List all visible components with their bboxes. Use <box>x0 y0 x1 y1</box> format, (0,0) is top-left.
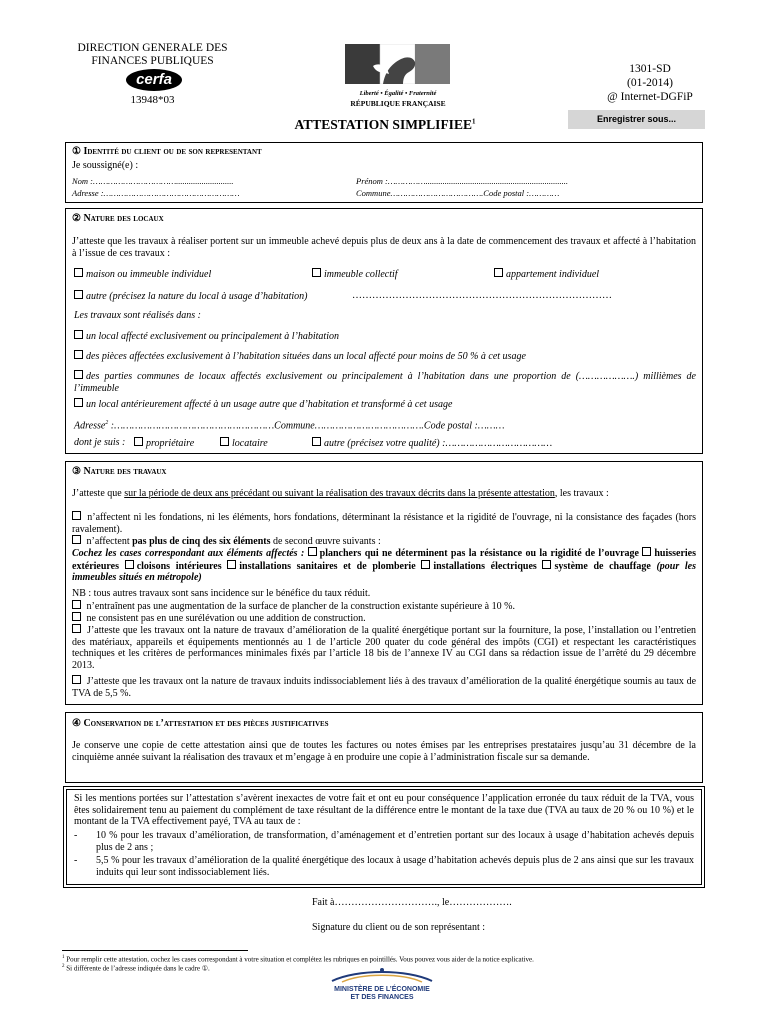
warning-bullet-10 <box>74 830 694 853</box>
marianne-flag-icon <box>343 44 453 84</box>
works-item-surelevation-label: ne consistent pas en une surélévation ou une addition de construction. <box>86 613 366 624</box>
checkbox[interactable] <box>312 268 321 277</box>
checkbox[interactable] <box>74 350 83 359</box>
checkbox[interactable] <box>227 560 236 569</box>
warning-bullet-5-5-text: 5,5 % pour les travaux d’amélioration de la qualité énergétique des locaux à usage d’habitation achevés depuis plus de 2 ans ainsi que sur les travaux induits qui leur sont indissociablement liés. <box>96 855 694 878</box>
section-conservation-heading: ④ Conservation de l’attestation et des pièces justificatives <box>72 718 329 729</box>
element-electriques: installations électriques <box>433 560 537 572</box>
six-elements-start: n’affectent <box>86 536 133 547</box>
agency-name <box>65 42 240 68</box>
republic-name: RÉPUBLIQUE FRANÇAISE <box>350 99 446 108</box>
adresse-field[interactable]: Adresse :……………………………………………… <box>72 188 240 198</box>
autre-local-field[interactable]: …………………………………………………………………… <box>352 290 612 301</box>
save-as-button[interactable]: Enregistrer sous... <box>568 110 705 129</box>
checkbox[interactable] <box>74 398 83 407</box>
section-premises-heading: ② Nature des locaux <box>72 213 164 224</box>
cochez-label: Cochez les cases correspondant aux éléments affectés : <box>72 548 305 559</box>
element-sanitaires: installations sanitaires et de plomberie <box>239 560 416 572</box>
option-local-anterieur-label: un local antérieurement affecté à un usage autre que d’habitation et transformé à cet usage <box>86 399 453 410</box>
checkbox[interactable] <box>72 600 81 609</box>
checkbox[interactable] <box>72 535 81 544</box>
option-parties-communes[interactable] <box>74 370 696 394</box>
element-cloisons: cloisons intérieures <box>136 560 222 572</box>
cerfa-logo: cerfa <box>126 69 182 91</box>
option-autre-local-label: autre (précisez la nature du local à usage d’habitation) <box>86 291 308 302</box>
option-autre-qualite[interactable] <box>312 437 552 450</box>
realises-label: Les travaux sont réalisés dans : <box>74 310 201 321</box>
signature-label: Signature du client ou de son représentant : <box>312 922 486 933</box>
works-item-surelevation[interactable] <box>72 612 696 625</box>
travaux-adresse-field[interactable] <box>74 418 505 432</box>
warning-text: Si les mentions portées sur l’attestation s’avèrent inexactes de votre fait et ont eu pour conséquence l’application erronée du taux réduit de la TVA, vous êtes solidairement tenu au paiement du complément de taxe résultant de la différence entre le montant de la taxe due (TVA au taux de 20 % ou 10 %) et le montant de la TVA effectivement payé, TVA au taux de : <box>74 793 694 827</box>
checkbox[interactable] <box>642 547 651 556</box>
option-autre-local[interactable] <box>74 290 307 303</box>
footnote-divider <box>62 950 248 951</box>
option-maison-label: maison ou immeuble individuel <box>86 269 212 280</box>
checkbox[interactable] <box>494 268 503 277</box>
option-local-habitation-label: un local affecté exclusivement ou principalement à l’habitation <box>86 331 339 342</box>
warning-bullet-10-text: 10 % pour les travaux d’amélioration, de transformation, d’aménagement et d’entretien portant sur des locaux à usage d’habitation achevés depuis plus de 2 ans ; <box>96 830 694 853</box>
element-chauffage-note: (pour les immeubles situés en métropole) <box>72 560 697 583</box>
ministry-logo <box>322 967 442 1002</box>
option-local-anterieur[interactable] <box>74 398 452 411</box>
works-item-induits[interactable] <box>72 675 696 699</box>
option-proprietaire-label: propriétaire <box>146 438 195 449</box>
form-code-number: 1301-SD <box>629 63 671 75</box>
form-code <box>580 62 720 104</box>
conservation-text: Je conserve une copie de cette attestation ainsi que de toutes les factures ou notes émises par les entreprises prestataires jusqu’au 31 décembre de la cinquième année suivant la réalisation des travaux et m’engage à en produire une copie à l’administration fiscale sur sa demande. <box>72 740 696 763</box>
checkbox[interactable] <box>72 612 81 621</box>
checkbox[interactable] <box>220 437 229 446</box>
checkbox[interactable] <box>125 560 134 569</box>
works-intro-end: , les travaux : <box>554 488 609 499</box>
checkbox[interactable] <box>308 547 317 556</box>
agency-line1: DIRECTION GENERALE DES <box>77 42 228 54</box>
fait-a-field[interactable]: Fait à…………………………., le………………. <box>312 897 512 908</box>
option-parties-communes-label: des parties communes de locaux affectés exclusivement ou principalement à l’habitation dans une proportion de (……………….) millièmes de l’immeuble <box>74 371 696 394</box>
marianne-logo <box>343 44 453 106</box>
nom-field[interactable]: Nom :……………………………........................... <box>72 176 234 186</box>
checkbox[interactable] <box>74 370 83 379</box>
element-chauffage: système de chauffage <box>554 560 651 572</box>
ministry-line2: ET DES FINANCES <box>350 994 414 1001</box>
works-intro <box>72 488 696 500</box>
elements-affected <box>72 547 696 584</box>
element-planchers: planchers qui ne déterminent pas la résistance ou la rigidité de l’ouvrage <box>319 548 639 559</box>
ministry-line1: MINISTÈRE DE L’ÉCONOMIE <box>334 986 430 993</box>
checkbox[interactable] <box>72 624 81 633</box>
works-item-energetique[interactable] <box>72 624 696 671</box>
section-identity-heading: ① Identité du client ou de son representant <box>72 146 262 157</box>
adresse-footnote-ref: 2 <box>105 420 109 426</box>
works-item-surface[interactable] <box>72 600 696 613</box>
option-pieces-label: des pièces affectées exclusivement à l’habitation situées dans un local affecté pour moins de 50 % à cet usage <box>86 351 526 362</box>
warning-bullet-5-5 <box>74 855 694 878</box>
works-item-surface-label: n’entraînent pas une augmentation de la surface de plancher de la construction existante supérieure à 10 %. <box>86 601 515 612</box>
bullet-dash: - <box>74 830 78 841</box>
option-collectif[interactable] <box>312 268 398 281</box>
republic-motto: Liberté • Égalité • Fraternité <box>359 90 437 97</box>
option-locataire[interactable] <box>220 437 268 450</box>
page-title <box>200 117 570 133</box>
undersigned-label: Je soussigné(e) : <box>72 160 139 171</box>
works-item-fondations-label: n’affectent ni les fondations, ni les éléments, hors fondations, déterminant la résistance et la rigidité de l'ouvrage, ni la consistance des façades (hors ravalement). <box>72 512 696 535</box>
option-appartement-label: appartement individuel <box>506 269 600 280</box>
form-source: @ Internet-DGFiP <box>607 91 693 103</box>
checkbox[interactable] <box>74 290 83 299</box>
commune-field[interactable]: Commune……………………………….Code postal :………… <box>356 188 560 198</box>
prenom-field[interactable]: Prénom :……………................................................................... <box>356 176 569 186</box>
works-item-induits-label: J’atteste que les travaux ont la nature de travaux induits indissociablement liés à des travaux d’amélioration de la qualité énergétique soumis au taux de TVA de 5,5 %. <box>72 676 697 699</box>
works-item-fondations[interactable] <box>72 511 696 535</box>
dont-je-suis-label: dont je suis : <box>74 437 126 448</box>
option-appartement[interactable] <box>494 268 599 281</box>
works-intro-start: J’atteste que <box>72 488 125 499</box>
checkbox[interactable] <box>72 675 81 684</box>
footnote-1 <box>62 955 534 963</box>
checkbox[interactable] <box>134 437 143 446</box>
checkbox[interactable] <box>72 511 81 520</box>
agency-line2: FINANCES PUBLIQUES <box>91 55 214 67</box>
nb-note: NB : tous autres travaux sont sans incidence sur le bénéfice du taux réduit. <box>72 588 371 599</box>
checkbox[interactable] <box>542 560 551 569</box>
travaux-adresse-dots: :………………………………………………Commune……………………………….Code postal :……… <box>108 420 505 432</box>
option-pieces[interactable] <box>74 350 526 363</box>
option-locataire-label: locataire <box>232 438 268 449</box>
footnote-2-text: Si différente de l’adresse indiquée dans le cadre ①. <box>66 964 210 973</box>
cerfa-number: 13948*03 <box>130 94 175 106</box>
title-text: ATTESTATION SIMPLIFIEE <box>294 117 472 132</box>
option-local-habitation[interactable] <box>74 330 339 343</box>
premises-intro: J’atteste que les travaux à réaliser portent sur un immeuble achevé depuis plus de deux ans à la date de commencement des travaux et affecté à l’habitation à l’issue de ces travaux : <box>72 236 696 259</box>
option-proprietaire[interactable] <box>134 437 194 450</box>
element-huisseries: huisseries extérieures <box>72 548 696 572</box>
option-autre-qualite-label: autre (précisez votre qualité) :……………………………… <box>324 438 553 449</box>
checkbox[interactable] <box>74 330 83 339</box>
checkbox[interactable] <box>312 437 321 446</box>
footnote-2 <box>62 964 210 972</box>
footnote-1-marker: 1 <box>62 955 65 960</box>
form-date: (01-2014) <box>627 77 673 89</box>
six-elements-bold: pas plus de cinq des six éléments <box>132 536 271 547</box>
six-elements-end: de second œuvre suivants : <box>270 536 381 547</box>
works-item-energetique-label: J’atteste que les travaux ont la nature de travaux d’amélioration de la qualité énergétique portant sur la fourniture, la pose, l’installation ou l’entretien des matériaux, appareils et équipements mentionnés au 1 de l’article 200 quater du code général des impôts (CGI) et respectant les caractéristiques techniques et les critères de performances minimales fixés par l’article 18 bis de l’annexe IV au CGI dans sa rédaction issue de l’arrêté du 29 décembre 2013. <box>72 625 697 671</box>
travaux-adresse-label: Adresse <box>74 420 106 432</box>
option-collectif-label: immeuble collectif <box>324 269 398 280</box>
checkbox[interactable] <box>74 268 83 277</box>
works-intro-underlined: sur la période de deux ans précédant ou suivant la réalisation des travaux décrits dans la présente attestation <box>124 488 555 499</box>
footnote-1-text: Pour remplir cette attestation, cochez les cases correspondant à votre situation et complétez les rubriques en pointillés. Vous pouvez vous aider de la notice explicative. <box>66 955 534 964</box>
footnote-2-marker: 2 <box>62 964 65 969</box>
title-footnote-ref: 1 <box>471 117 476 126</box>
works-item-six-elements[interactable] <box>72 535 696 548</box>
section-works-heading: ③ Nature des travaux <box>72 466 167 477</box>
ministry-emblem-icon <box>327 967 437 983</box>
option-maison[interactable] <box>74 268 211 281</box>
checkbox[interactable] <box>421 560 430 569</box>
bullet-dash: - <box>74 855 78 866</box>
